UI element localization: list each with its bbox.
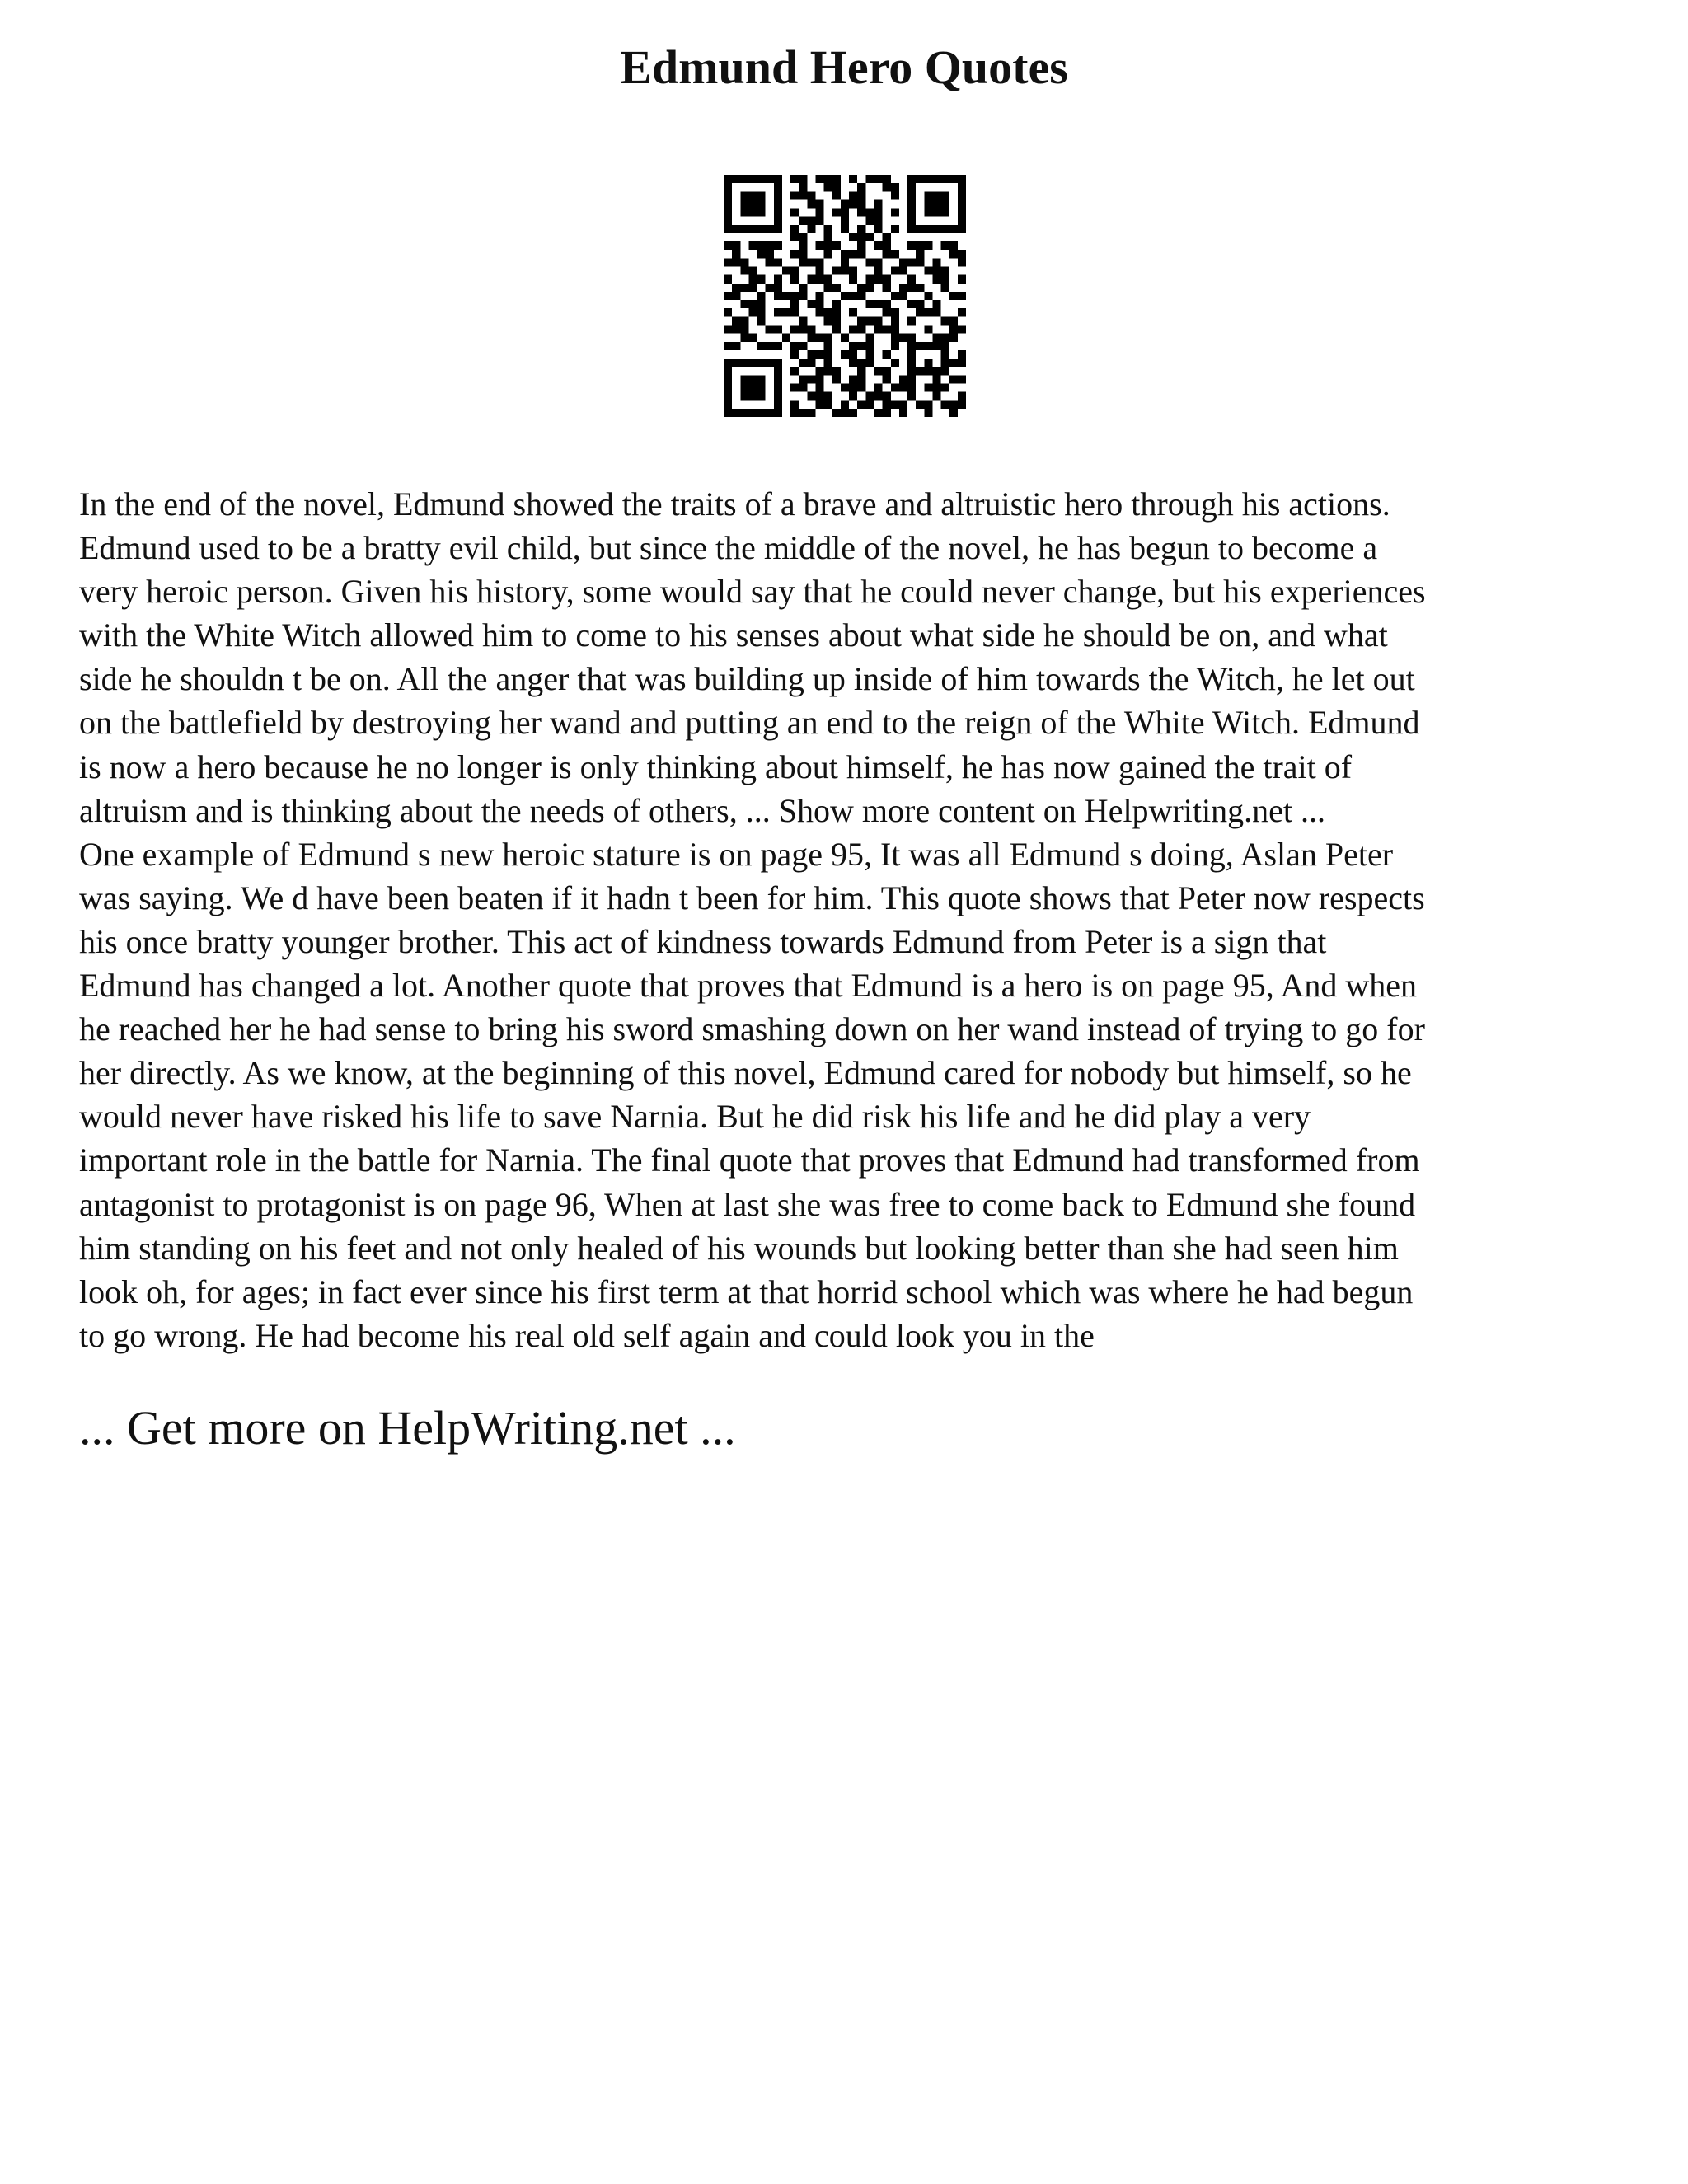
body-line: her directly. As we know, at the beginning of this novel, Edmund cared for nobody but himself, so he [79,1054,1412,1092]
body-line: with the White Witch allowed him to come to his senses about what side he should be on, and what [79,616,1388,654]
body-line: his once bratty younger brother. This act of kindness towards Edmund from Peter is a sign that [79,922,1327,960]
body-line: important role in the battle for Narnia. The final quote that proves that Edmund had transformed from [79,1141,1420,1179]
body-line: to go wrong. He had become his real old self again and could look you in the [79,1316,1095,1354]
qr-code-icon [724,175,966,417]
body-line: would never have risked his life to save Narnia. But he did risk his life and he did play a very [79,1098,1311,1136]
body-line: look oh, for ages; in fact ever since his first term at that horrid school which was where he had begun [79,1272,1414,1310]
body-line: very heroic person. Given his history, some would say that he could never change, but his experiences [79,573,1426,611]
get-more-link[interactable]: ... Get more on HelpWriting.net ... [79,1401,736,1455]
body-line: on the battlefield by destroying her wand and putting an end to the reign of the White Witch. Edmund [79,704,1420,742]
body-line: antagonist to protagonist is on page 96, When at last she was free to come back to Edmund she found [79,1185,1416,1223]
body-line: is now a hero because he no longer is only thinking about himself, he has now gained the trait of [79,748,1353,785]
body-line: One example of Edmund s new heroic stature is on page 95, It was all Edmund s doing, Aslan Peter [79,835,1394,873]
body-line: he reached her he had sense to bring his sword smashing down on her wand instead of trying to go for [79,1010,1425,1048]
body-line: altruism and is thinking about the needs of others, ... Show more content on Helpwriting.net ... [79,791,1325,829]
document-title: Edmund Hero Quotes [620,40,1068,94]
body-line: side he shouldn t be on. All the anger that was building up inside of him towards the Witch, he let out [79,660,1415,698]
body-line: In the end of the novel, Edmund showed the traits of a brave and altruistic hero through his actions. [79,485,1390,523]
body-line: Edmund used to be a bratty evil child, but since the middle of the novel, he has begun to become a [79,529,1378,567]
body-line: him standing on his feet and not only healed of his wounds but looking better than she had seen him [79,1229,1399,1267]
body-line: Edmund has changed a lot. Another quote that proves that Edmund is a hero is on page 95, And when [79,967,1418,1005]
body-line: was saying. We d have been beaten if it hadn t been for him. This quote shows that Peter now respects [79,879,1425,916]
body-text [79,482,1629,1357]
